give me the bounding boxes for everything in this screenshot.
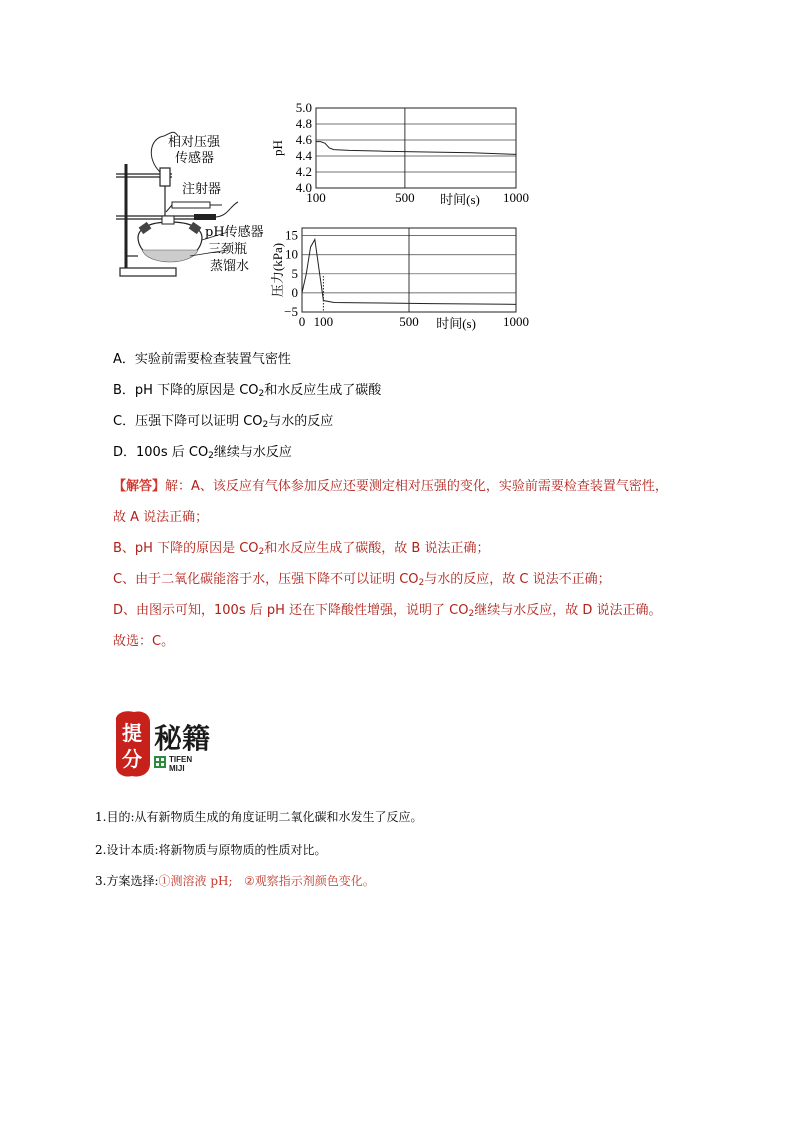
x-tick-label: 1000 bbox=[503, 190, 529, 205]
logo-en-1: TIFEN bbox=[169, 755, 193, 764]
y-tick-label: 4.6 bbox=[295, 132, 312, 147]
logo-char-fen: 分 bbox=[122, 747, 142, 771]
pressure-sensor bbox=[160, 168, 170, 186]
answer-line-2: 故 A 说法正确； bbox=[113, 510, 209, 525]
x-axis-label: 时间(s) bbox=[440, 192, 480, 207]
y-tick-label: 5 bbox=[291, 265, 298, 281]
x-tick-label: 500 bbox=[395, 190, 415, 205]
x-tick-label: 100 bbox=[306, 190, 326, 205]
x-axis-label: 时间(s) bbox=[436, 316, 476, 331]
ph-sensor bbox=[194, 214, 216, 220]
y-tick-label: 5.0 bbox=[295, 100, 312, 115]
tifen-miji-logo bbox=[112, 708, 232, 780]
water bbox=[142, 250, 198, 262]
y-tick-label: 4.4 bbox=[295, 148, 312, 163]
y-axis-label: pH bbox=[270, 140, 285, 156]
answer-line-4: C、由于二氧化碳能溶于水，压强下降不可以证明 $CO_2$与水的反应，故 C 说法不正确； bbox=[113, 572, 611, 588]
y-tick-label: 4.8 bbox=[295, 116, 312, 131]
answer-line-6: 故选：C。 bbox=[113, 634, 175, 649]
y-tick-label: 15 bbox=[285, 227, 298, 243]
answer-line-5: D、由图示可知，100s 后 pH 还在下降酸性增强，说明了 $CO_2$继续与水反应，故 D 说法正确。 bbox=[113, 603, 662, 619]
ph-sensor-label: pH传感器 bbox=[205, 225, 264, 240]
y-tick-label: 4.0 bbox=[295, 180, 312, 195]
option-c: C．压强下降可以证明 $CO_2$与水的反应 bbox=[113, 414, 334, 430]
y-tick-label: 10 bbox=[285, 246, 298, 262]
pressure-sensor-label-2: 传感器 bbox=[175, 151, 215, 166]
logo-brush-text: 秘籍 bbox=[154, 722, 211, 755]
water-label: 蒸馏水 bbox=[210, 259, 250, 274]
option-a: A．实验前需要检查装置气密性 bbox=[113, 352, 291, 367]
x-tick-label: 100 bbox=[313, 314, 334, 329]
answer-line-3: B、pH 下降的原因是 $CO_2$和水反应生成了碳酸，故 B 说法正确； bbox=[113, 541, 490, 557]
logo-en-2: MIJI bbox=[169, 764, 185, 773]
logo-char-ti: 提 bbox=[122, 721, 142, 745]
syringe-label: 注射器 bbox=[182, 182, 222, 197]
y-axis-label: 压力(kPa) bbox=[270, 242, 285, 298]
plot-frame bbox=[316, 108, 516, 188]
tip-purpose: 1.目的:从有新物质生成的角度证明二氧化碳和水发生了反应。 bbox=[95, 810, 423, 824]
pressure-chart bbox=[270, 218, 529, 336]
x-tick-label: 500 bbox=[399, 314, 419, 329]
syringe bbox=[172, 202, 210, 208]
x-tick-label: 1000 bbox=[503, 314, 529, 329]
stand-base bbox=[120, 268, 176, 276]
tip-scheme: 3.方案选择:①测溶液 pH; ②观察指示剂颜色变化。 bbox=[95, 874, 375, 888]
ph-chart bbox=[270, 100, 529, 220]
series-line bbox=[316, 142, 516, 155]
y-tick-label: −5 bbox=[284, 304, 298, 319]
option-b: B．pH 下降的原因是 $CO_2$和水反应生成了碳酸 bbox=[113, 383, 382, 399]
y-tick-label: 0 bbox=[291, 284, 298, 300]
tip-design: 2.设计本质:将新物质与原物质的性质对比。 bbox=[95, 843, 327, 857]
x-tick-label: 0 bbox=[298, 314, 306, 329]
option-d: D．100s 后 $CO_2$继续与水反应 bbox=[113, 445, 292, 461]
y-tick-label: 4.2 bbox=[295, 164, 312, 179]
answer-tag: 【解答】 bbox=[113, 479, 166, 494]
pressure-sensor-label-1: 相对压强 bbox=[168, 135, 221, 150]
answer-line-1: 【解答】解：A、该反应有气体参加反应还要测定相对压强的变化，实验前需要检查装置气密性， bbox=[113, 479, 668, 494]
flask-label: 三颈瓶 bbox=[208, 242, 248, 257]
